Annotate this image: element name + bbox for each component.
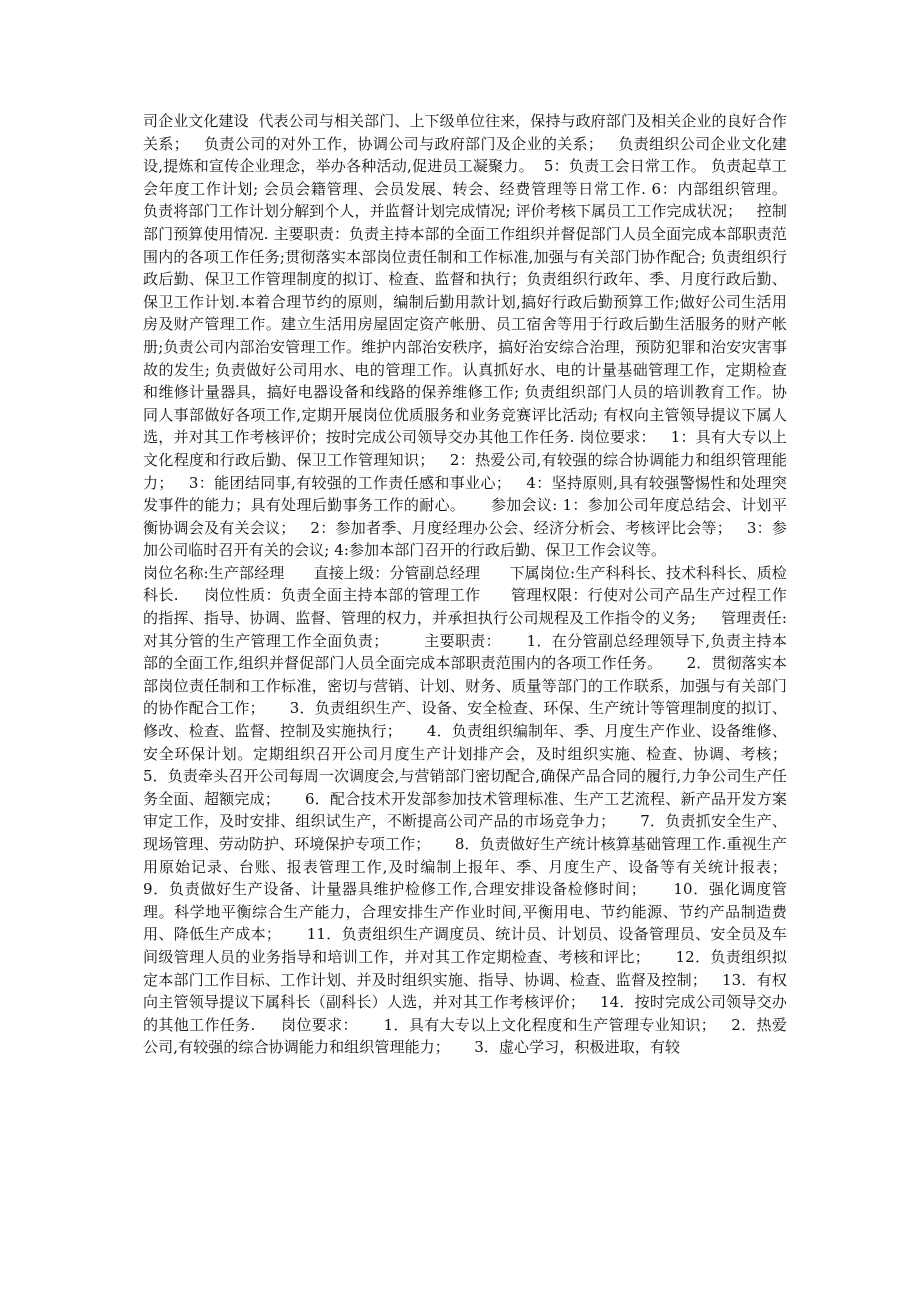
paragraph-production-manager: 岗位名称:生产部经理 直接上级：分管副总经理 下属岗位:生产科科长、技术科科长、质检科长. 岗位性质：负责全面主持本部的管理工作 管理权限：行使对公司产品生产过程工作的指挥、指导、协调、监督、管理的权力，并承担执行公司规程及工作指令的义务; 管理责任:对其分管的生产管理工作全面负责； 主要职责： 1．在分管副总经理领导下,负责主持本部的全面工作,组织并督促部门人员全面完成本部职责范围内的各项工作任务。 2．贯彻落实本部岗位责任制和工作标准，密切与营销、计划、财务、质量等部门的工作联系，加强与有关部门的协作配合工作； 3．负责组织生产、设备、安全检查、环保、生产统计等管理制度的拟订、修改、检查、监督、控制及实施执行； 4．负责组织编制年、季、月度生产作业、设备维修、安全环保计划。定期组织召开公司月度生产计划排产会，及时组织实施、检查、协调、考核； 5．负责牵头召开公司每周一次调度会,与营销部门密切配合,确保产品合同的履行,力争公司生产任务全面、超额完成； 6．配合技术开发部参加技术管理标准、生产工艺流程、新产品开发方案审定工作，及时安排、组织试生产，不断提高公司产品的市场竞争力； 7．负责抓安全生产、现场管理、劳动防护、环境保护专项工作； 8．负责做好生产统计核算基础管理工作.重视生产用原始记录、台账、报表管理工作,及时编制上报年、季、月度生产、设备等有关统计报表； 9．负责做好生产设备、计量器具维护检修工作,合理安排设备检修时间； 10．强化调度管理。科学地平衡综合生产能力，合理安排生产作业时间,平衡用电、节约能源、节约产品制造费用、降低生产成本； 11．负责组织生产调度员、统计员、计划员、设备管理员、安全员及车间级管理人员的业务指导和培训工作，并对其工作定期检查、考核和评比； 12．负责组织拟定本部门工作目标、工作计划、并及时组织实施、指导、协调、检查、监督及控制； 13．有权向主管领导提议下属科长（副科长）人选，并对其工作考核评价； 14．按时完成公司领导交办的其他工作任务. 岗位要求： 1．具有大专以上文化程度和生产管理专业知识； 2．热爱公司,有较强的综合协调能力和组织管理能力； 3．虚心学习，积极进取，有较 bbox=[143, 563, 812, 1057]
document-body bbox=[143, 110, 812, 1059]
paragraph-admin-duties: 司企业文化建设 代表公司与相关部门、上下级单位往来，保持与政府部门及相关企业的良好合作关系； 负责公司的对外工作，协调公司与政府部门及企业的关系； 负责组织公司企业文化建设,提炼和宣传企业理念，举办各种活动,促进员工凝聚力。 5：负责工会日常工作。 负责起草工会年度工作计划; 会员会籍管理、会员发展、转会、经费管理等日常工作. 6：内部组织管理。 负责将部门工作计划分解到个人，并监督计划完成情况; 评价考核下属员工工作完成状况； 控制部门预算使用情况. 主要职责：负责主持本部的全面工作组织并督促部门人员全面完成本部职责范围内的各项工作任务;贯彻落实本部岗位责任制和工作标准,加强与有关部门协作配合; 负责组织行政后勤、保卫工作管理制度的拟订、检查、监督和执行；负责组织行政年、季、月度行政后勤、保卫工作计划.本着合理节约的原则，编制后勤用款计划,搞好行政后勤预算工作;做好公司生活用房及财产管理工作。建立生活用房屋固定资产帐册、员工宿舍等用于行政后勤生活服务的财产帐册;负责公司内部治安管理工作。维护内部治安秩序，搞好治安综合治理，预防犯罪和治安灾害事故的发生; 负责做好公司用水、电的管理工作。认真抓好水、电的计量基础管理工作，定期检查和维修计量器具，搞好电器设备和线路的保养维修工作; 负责组织部门人员的培训教育工作。协同人事部做好各项工作,定期开展岗位优质服务和业务竞赛评比活动; 有权向主管领导提议下属人选，并对其工作考核评价；按时完成公司领导交办其他工作任务. 岗位要求： 1：具有大专以上文化程度和行政后勤、保卫工作管理知识； 2：热爱公司,有较强的综合协调能力和组织管理能力； 3：能团结同事,有较强的工作责任感和事业心； 4：坚持原则,具有较强警惕性和处理突发事件的能力；具有处理后勤事务工作的耐心。 参加会议: 1：参加公司年度总结会、计划平衡协调会及有关会议； 2：参加者季、月度经理办公会、经济分析会、考核评比会等； 3：参加公司临时召开有关的会议; 4:参加本部门召开的行政后勤、保卫工作会议等。 bbox=[143, 112, 802, 560]
